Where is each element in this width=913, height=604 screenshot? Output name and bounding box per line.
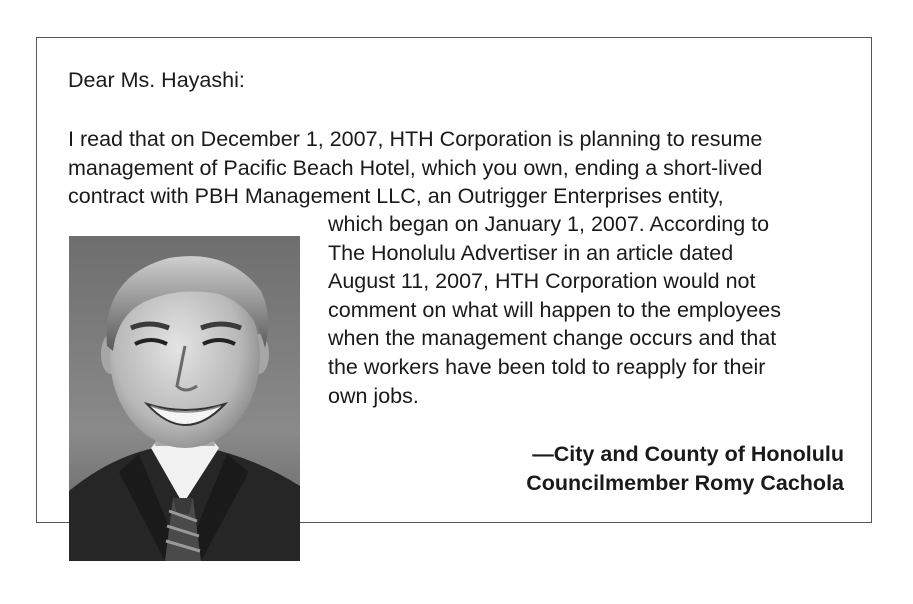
letter-line: own jobs.	[328, 383, 419, 408]
letter-line: which began on January 1, 2007. According to	[328, 212, 770, 236]
letter-paragraph-full-width	[68, 125, 762, 211]
letter-line: comment on what will happen to the employees	[328, 297, 781, 322]
letter-line: the workers have been told to reapply for their	[328, 354, 766, 379]
letter-line: when the management change occurs and that	[328, 326, 777, 351]
portrait-illustration	[69, 236, 300, 561]
attribution	[526, 440, 844, 498]
attribution-line-2: Councilmember Romy Cachola	[526, 471, 844, 495]
letter-paragraph-beside-photo	[328, 210, 781, 410]
letter-line: management of Pacific Beach Hotel, which you own, ending a short-lived	[68, 155, 763, 180]
attribution-line-1: —City and County of Honolulu	[532, 442, 844, 466]
salutation: Dear Ms. Hayashi:	[68, 68, 245, 92]
letter-line: contract with PBH Management LLC, an Outrigger Enterprises entity,	[68, 184, 724, 209]
letter-line: I read that on December 1, 2007, HTH Corporation is planning to resume	[68, 127, 763, 151]
letter-line: August 11, 2007, HTH Corporation would not	[328, 269, 756, 294]
portrait-photo	[69, 236, 300, 561]
letter-line: The Honolulu Advertiser in an article dated	[328, 240, 734, 265]
